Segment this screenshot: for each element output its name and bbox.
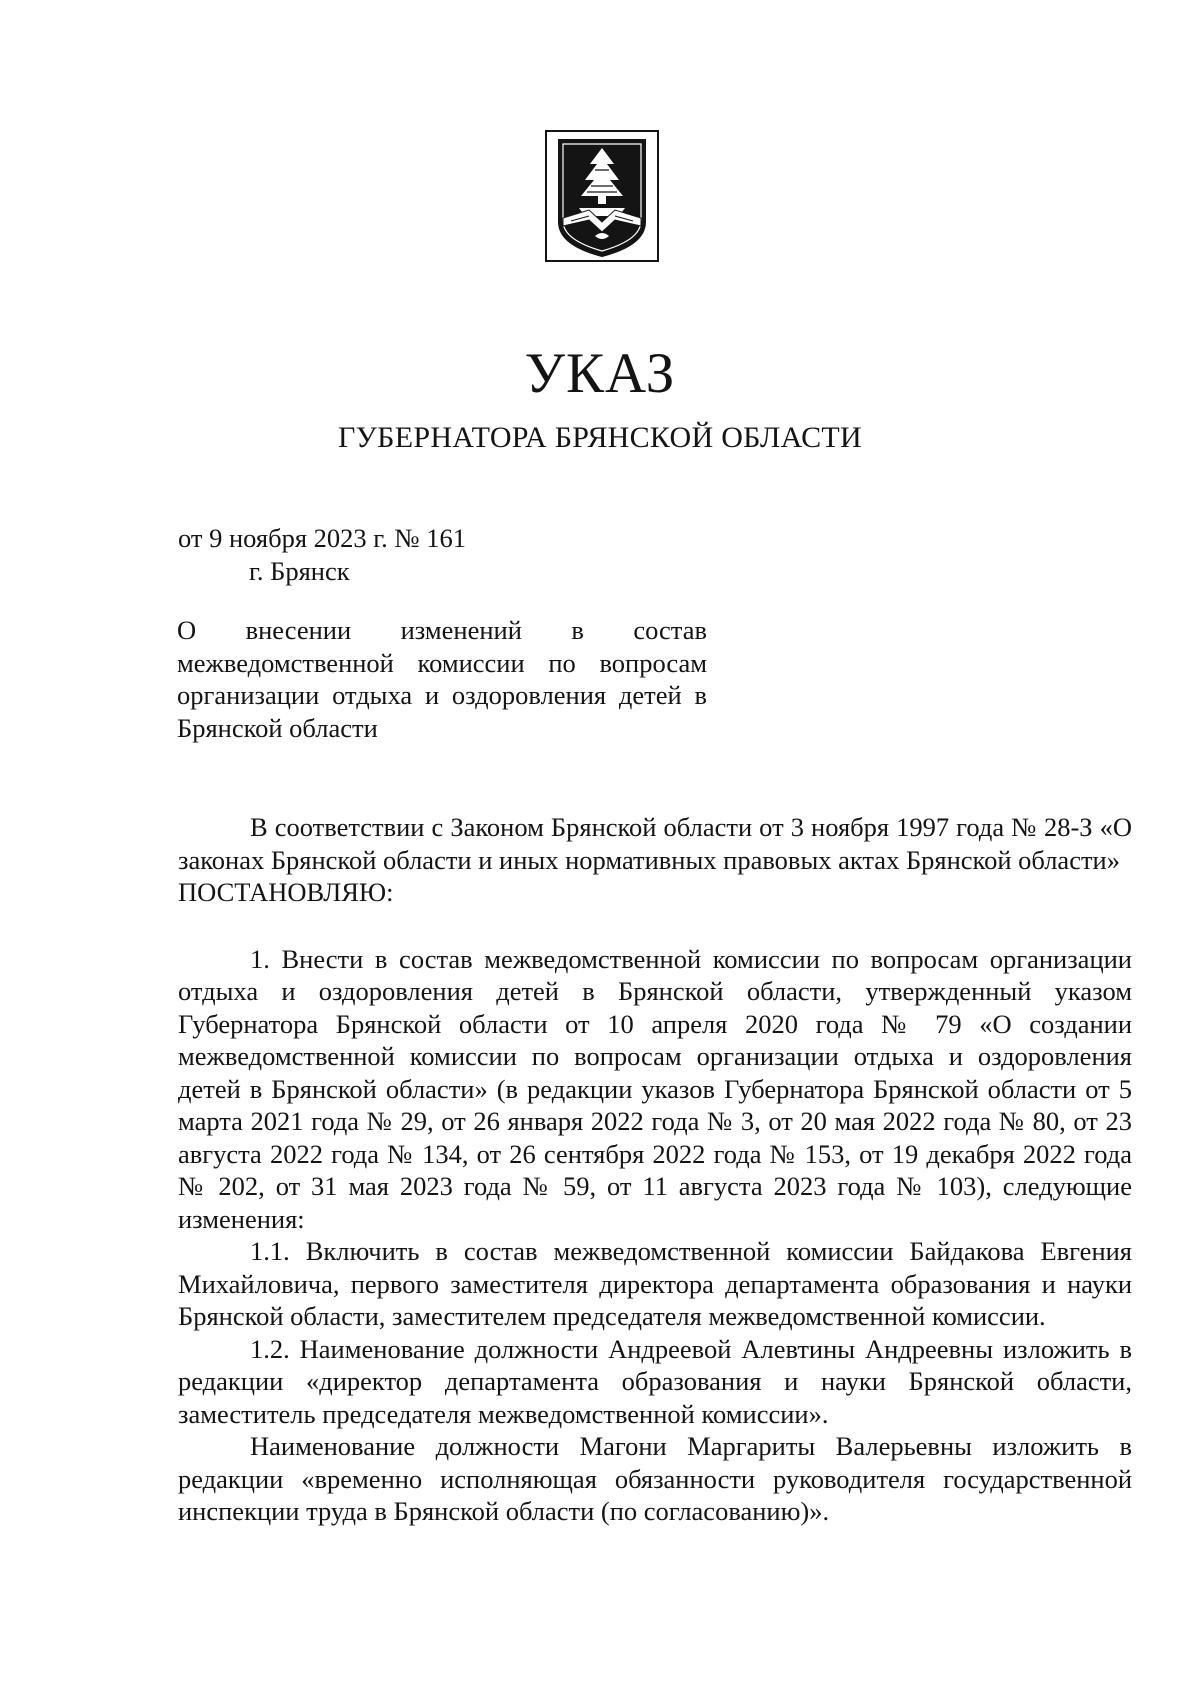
body-paragraph: 1.1. Включить в состав межведомственной комиссии Байдакова Евгения Михайловича, первого заместителя директора департамента образования и науки Брянской области, заместителем председателя межведомственной комиссии. bbox=[178, 1236, 1132, 1331]
document-title: УКАЗ bbox=[524, 342, 676, 405]
document-body bbox=[178, 811, 1132, 1528]
decree-word: ПОСТАНОВЛЯЮ: bbox=[178, 877, 394, 907]
brynsk-coat-of-arms-icon bbox=[545, 130, 659, 262]
body-paragraph: 1.2. Наименование должности Андреевой Алевтины Андреевны изложить в редакции «директор департамента образования и науки Брянской области, заместитель председателя межведомственной комиссии». bbox=[178, 1333, 1132, 1429]
body-paragraph: 1. Внести в состав межведомственной комиссии по вопросам организации отдыха и оздоровления детей в Брянской области, утвержденный указом Губернатора Брянской области от 10 апреля 2020 года № 79 «О создании межведомственной комиссии по вопросам организации отдыха и оздоровления детей в Брянской области» (в редакции указов Губернатора Брянской области от 5 марта 2021 года № 29, от 26 января 2022 года № 3, от 20 мая 2022 года № 80, от 23 августа 2022 года № 134, от 26 сентября 2022 года № 153, от 19 декабря 2022 года № 202, от 31 мая 2023 года № 59, от 11 августа 2023 года № 103), следующие изменения: bbox=[178, 943, 1132, 1234]
document-city: г. Брянск bbox=[249, 556, 350, 586]
document-date-number: от 9 ноября 2023 г. № 161 bbox=[178, 523, 467, 553]
document-subtitle: ГУБЕРНАТОРА БРЯНСКОЙ ОБЛАСТИ bbox=[338, 421, 862, 454]
preamble-paragraph: В соответствии с Законом Брянской области от 3 ноября 1997 года № 28-З «О законах Брянской области и иных нормативных правовых актах Брянской области» bbox=[178, 812, 1132, 875]
body-paragraph: Наименование должности Магони Маргариты Валерьевны изложить в редакции «временно исполняющая обязанности руководителя государственной инспекции труда в Брянской области (по согласованию)». bbox=[178, 1431, 1132, 1526]
document-subject: О внесении изменений в состав межведомственной комиссии по вопросам организации отдыха и оздоровления детей в Брянской области bbox=[177, 615, 707, 743]
